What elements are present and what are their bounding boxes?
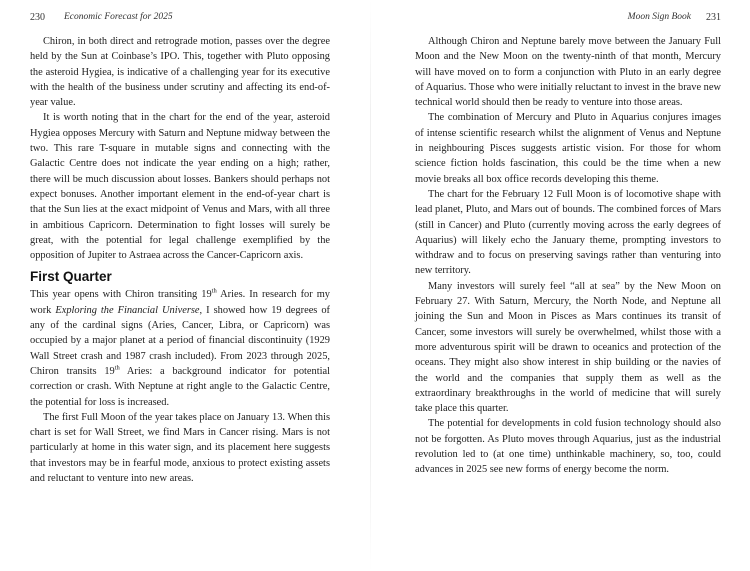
- p3-text-b: Aries. In research for my work: [30, 289, 330, 316]
- p3-text-d: Aries: a background indicator for potential correction or crash. With Neptune at right angle to the Galactic Centre, the potential for loss is increased.: [30, 365, 330, 408]
- left-running-title: Economic Forecast for 2025: [64, 12, 173, 22]
- section-heading-first-quarter: First Quarter: [30, 269, 112, 285]
- right-paragraph-5: The potential for developments in cold fusion technology should also not be forgotten. As Pluto moves through Aquarius, just as the industrial revolution led to (at one time) unthinkable machinery, so, too, could advances in 2025 see new forms of energy become the norm.: [415, 418, 721, 476]
- left-running-head: [30, 12, 330, 26]
- right-paragraph-2: The combination of Mercury and Pluto in Aquarius conjures images of intense scientific research whilst the alignment of Venus and Neptune in neighbouring Pisces suggests artistic vision. For those for whom science fiction holds fascination, this could be the time when a new movie breaks all box office records developing this theme.: [415, 112, 721, 185]
- left-paragraph-2: It is worth noting that in the chart for the end of the year, asteroid Hygiea opposes Mercury with Saturn and Neptune midway between the two. This rare T-square in mutable signs and connecting with the Galactic Centre does not indicate the year ending on a high; rather, there will be much discussion about losses. Bankers should perhaps not expect bonuses. Another important element in the end-of-year chart is that the Sun lies at the exact midpoint of Venus and Mars, with all three in ambitious Capricorn. Determination to fight losses will surely be great, with the potential for legal challenge exemplified by the opposition of Jupiter to Astraea across the Cancer-Capricorn axis.: [30, 112, 330, 262]
- right-page: [415, 0, 721, 571]
- left-paragraph-4: The first Full Moon of the year takes place on January 13. When this chart is set for Wall Street, we find Mars in Cancer rising. Mars is not particularly at home in this water sign, and its placement here suggests that investors may be in fearful mode, anxious to protect existing assets and reluctant to venture into new areas.: [30, 411, 330, 485]
- p3-text-c: , I showed how 19 degrees of any of the cardinal signs (Aries, Cancer, Libra, or Capricorn) was occupied by a major planet at a period of financial discontinuity (1929 Wall Street crash and 1987 crash included). From 2023 through 2025, Chiron transits 19: [30, 304, 331, 377]
- left-page-body: [30, 34, 330, 486]
- right-paragraph-1: Although Chiron and Neptune barely move between the January Full Moon and the New Moon on the twenty-ninth of that month, Mercury will have moved on to form a conjunction with Pluto in an early degree of Aquarius. Those who were initially reluctant to invest in the brave new technical world should then be ready to venture into those areas.: [415, 36, 721, 109]
- right-paragraph-3: The chart for the February 12 Full Moon is of locomotive shape with lead planet, Pluto, and Mars out of bounds. The combined forces of Mars (still in Cancer) and Pluto (currently moving across the early degrees of Aquarius) will likely echo the January theme, prompting investors to withdraw and to focus on preserving savings rather than venturing into new territory.: [415, 188, 721, 277]
- p3-text-a: This year opens with Chiron transiting 19: [30, 289, 212, 301]
- left-paragraph-1: Chiron, in both direct and retrograde motion, passes over the degree held by the Sun at Coinbase’s IPO. This, together with Pluto opposing the asteroid Hygiea, is indicative of a challenging year for its executive with the health of the business under scrutiny and affecting its end-of-year value.: [30, 36, 330, 109]
- page-gutter: [370, 0, 371, 571]
- right-running-head: [415, 12, 721, 26]
- p3-ordinal-1: th: [211, 287, 217, 295]
- right-page-number: 231: [706, 12, 721, 23]
- right-running-title: Moon Sign Book: [627, 12, 691, 22]
- p3-book-title: Exploring the Financial Universe: [55, 304, 200, 316]
- p3-ordinal-2: th: [114, 364, 120, 372]
- right-paragraph-4: Many investors will surely feel “all at sea” by the New Moon on February 27. With Saturn, Mercury, the North Node, and Neptune all joining the Sun and Moon in Pisces as Mars continues its transit of Cancer, some investors will surely be overwhelmed, whilst those with a more adventurous spirit will be drawn to oceanics and protection of the oceans. They might also show interest in ship building or the navies of the world and the companies that supply them as well as the extraordinary breakthroughs in the world of medicine that will surely take place this quarter.: [415, 280, 721, 415]
- left-paragraph-3: [30, 287, 330, 409]
- right-page-body: [415, 34, 721, 478]
- left-page-number: 230: [30, 12, 45, 23]
- left-page: [30, 0, 330, 571]
